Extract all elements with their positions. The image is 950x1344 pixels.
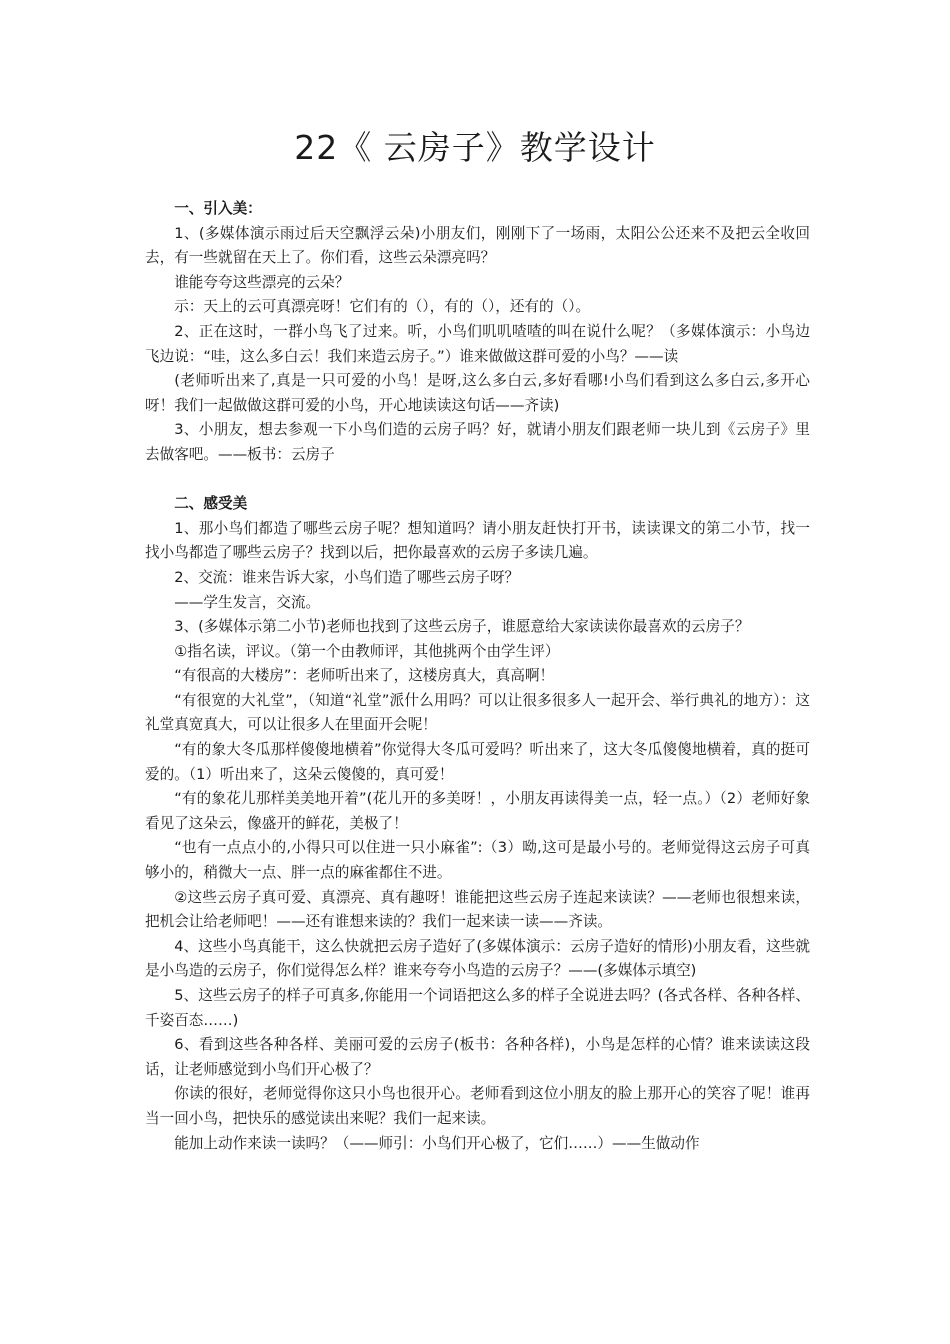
paragraph: 1、那小鸟们都造了哪些云房子呢？想知道吗？请小朋友赶快打开书，读读课文的第二小节，找一找小鸟都造了哪些云房子？找到以后，把你最喜欢的云房子多读几遍。 [145,519,810,562]
paragraph: 1、(多媒体演示雨过后天空飘浮云朵)小朋友们，刚刚下了一场雨，太阳公公还来不及把云全收回去，有一些就留在天上了。你们看，这些云朵漂亮吗？ [145,224,810,267]
paragraph: “也有一点点小的,小得只可以住进一只小麻雀”:（3）呦,这可是最小号的。老师觉得这云房子可真够小的，稍微大一点、胖一点的麻雀都住不进。 [145,839,810,882]
paragraph: “有的象大冬瓜那样傻傻地横着”你觉得大冬瓜可爱吗？听出来了，这大冬瓜傻傻地横着，真的挺可爱的。（1）听出来了，这朵云傻傻的，真可爱！ [145,741,810,783]
paragraph: 6、看到这些各种各样、美丽可爱的云房子(板书：各种各样)，小鸟是怎样的心情？谁来读读这段话，让老师感觉到小鸟们开心极了？ [145,1036,810,1078]
paragraph: “有很宽的大礼堂”，（知道“礼堂”派什么用吗？可以让很多很多人一起开会、举行典礼的地方）：这礼堂真宽真大，可以让很多人在里面开会呢！ [145,691,810,734]
paragraph: ②这些云房子真可爱、真漂亮、真有趣呀！谁能把这些云房子连起来读读？——老师也很想来读，把机会让给老师吧！——还有谁想来读的？我们一起来读一读——齐读。 [145,888,810,931]
paragraph: ——学生发言，交流。 [174,593,321,611]
document-body [145,197,810,1156]
paragraph: “有很高的大楼房”：老师听出来了，这楼房真大，真高啊！ [174,667,555,685]
paragraph: 你读的很好，老师觉得你这只小鸟也很开心。老师看到这位小朋友的脸上那开心的笑容了呢！谁再当一回小鸟，把快乐的感觉读出来呢？我们一起来读。 [145,1085,810,1127]
paragraph: ①指名读，评议。（第一个由教师评，其他挑两个由学生评） [174,642,560,660]
paragraph: 2、正在这时，一群小鸟飞了过来。听，小鸟们叽叽喳喳的叫在说什么呢？（多媒体演示：小鸟边飞边说：“哇，这么多白云！我们来造云房子。”）谁来做做这群可爱的小鸟？——读 [145,322,810,365]
paragraph: 5、这些云房子的样子可真多,你能用一个词语把这么多的样子全说进去吗？(各式各样、各种各样、千姿百态……) [145,987,810,1029]
paragraph: “有的象花儿那样美美地开着”(花儿开的多美呀！，小朋友再读得美一点，轻一点。）（2）老师好象看见了这朵云，像盛开的鲜花，美极了！ [145,790,810,832]
section-heading: 一、引入美： [174,200,262,217]
paragraph: 能加上动作来读一读吗？（——师引：小鸟们开心极了，它们……）——生做动作 [174,1134,700,1152]
paragraph: 2、交流：谁来告诉大家，小鸟们造了哪些云房子呀？ [174,568,520,586]
paragraph: 3、(多媒体示第二小节)老师也找到了这些云房子，谁愿意给大家读读你最喜欢的云房子？ [174,618,750,636]
paragraph: (老师听出来了,真是一只可爱的小鸟！是呀,这么多白云,多好看哪!小鸟们看到这么多白云,多开心呀！我们一起做做这群可爱的小鸟，开心地读读这句话——齐读) [145,372,810,414]
paragraph: 谁能夸夸这些漂亮的云朵？ [174,273,350,291]
section-spacer [145,468,810,493]
paragraph: 3、小朋友，想去参观一下小鸟们造的云房子吗？好，就请小朋友们跟老师一块儿到《云房子》里去做客吧。——板书：云房子 [145,421,810,463]
paragraph: 示：天上的云可真漂亮呀！它们有的（），有的（），还有的（）。 [174,298,591,316]
page-title: 22《 云房子》教学设计 [294,128,656,167]
section-heading: 二、感受美 [174,495,248,513]
paragraph: 4、这些小鸟真能干，这么快就把云房子造好了(多媒体演示：云房子造好的情形)小朋友看，这些就是小鸟造的云房子，你们觉得怎么样？谁来夸夸小鸟造的云房子？——(多媒体示填空) [145,937,810,980]
